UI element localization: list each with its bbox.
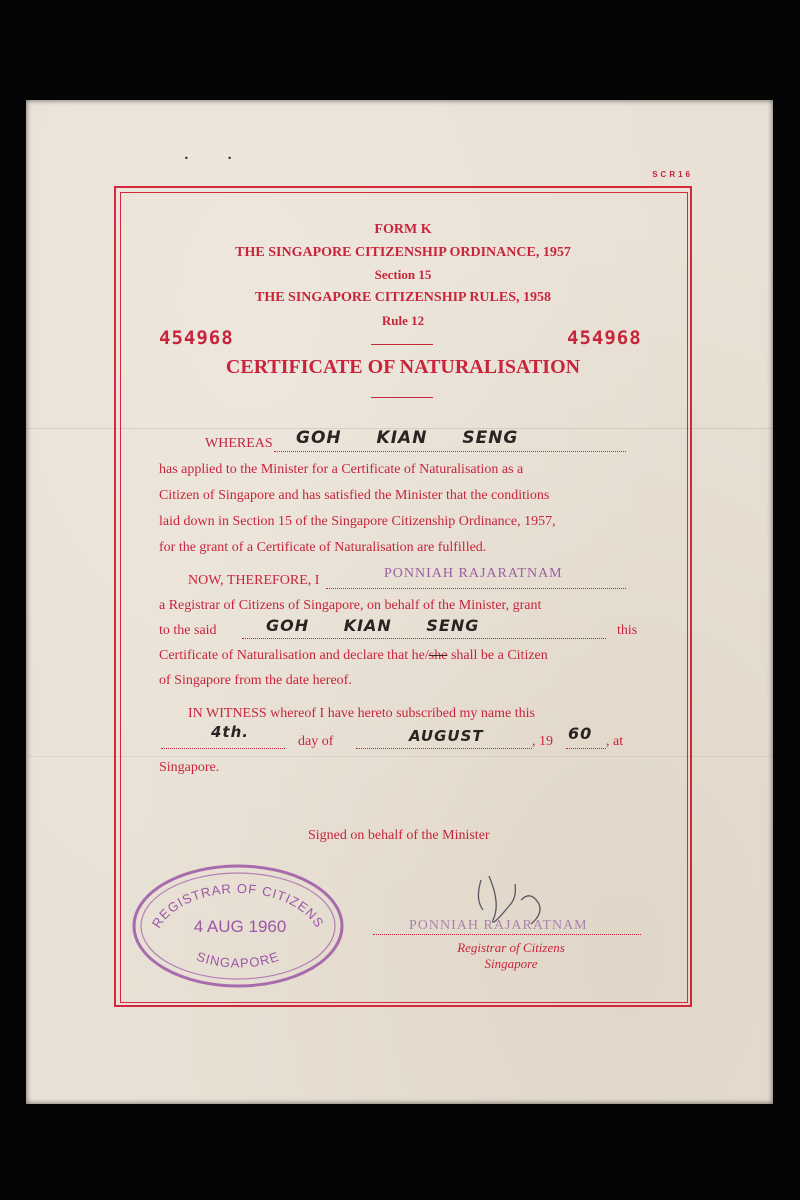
dotted-line [242, 638, 606, 639]
stamp-bottom-text: SINGAPORE [194, 948, 282, 971]
rules-title: THE SINGAPORE CITIZENSHIP RULES, 1958 [254, 290, 552, 305]
rule-label: Rule 12 [381, 313, 425, 328]
certificate-paper [26, 100, 773, 1104]
now-therefore-label: NOW, THEREFORE, I [188, 573, 320, 588]
form-code: SCR16 [652, 170, 693, 179]
certificate-title: CERTIFICATE OF NATURALISATION [225, 356, 581, 378]
body-text-line: has applied to the Minister for a Certificate of Naturalisation as a [159, 462, 524, 477]
year-prefix: , 19 [532, 734, 553, 749]
stamp-top-text: REGISTRAR OF CITIZENS [148, 880, 328, 931]
signature-block [371, 870, 651, 990]
serial-number-left: 454968 [159, 327, 234, 349]
dotted-line [161, 748, 285, 749]
whereas-label: WHEREAS [205, 436, 273, 451]
registrar-title: Registrar of Citizens [457, 940, 565, 955]
body-text-line: of Singapore from the date hereof. [159, 673, 352, 688]
body-text-line: Certificate of Naturalisation and declare that he/she shall be a Citizen [159, 648, 548, 663]
title-divider [371, 397, 433, 398]
place-label: Singapore. [159, 760, 220, 775]
body-text-line: laid down in Section 15 of the Singapore Citizenship Ordinance, 1957, [159, 514, 556, 529]
paper-specks: • • [184, 154, 250, 163]
body-text-line: for the grant of a Certificate of Naturalisation are fulfilled. [159, 540, 487, 555]
stamp-date: 4 AUG 1960 [193, 917, 287, 936]
handwritten-year: 60 [568, 724, 593, 743]
dotted-line [566, 748, 606, 749]
signed-on-behalf-text: Signed on behalf of the Minister [308, 828, 490, 843]
form-label: FORM K [374, 222, 432, 237]
this-label: this [617, 623, 638, 638]
handwritten-day: 4th. [211, 723, 249, 741]
section-label: Section 15 [374, 267, 432, 282]
to-the-said-label: to the said [159, 623, 217, 638]
in-witness-text: IN WITNESS whereof I have hereto subscribed my name this [188, 706, 535, 721]
handwritten-month: AUGUST [409, 727, 484, 745]
registrar-typed-name: PONNIAH RAJARATNAM [384, 566, 563, 581]
at-label: , at [606, 734, 624, 749]
body-text-line: a Registrar of Citizens of Singapore, on behalf of the Minister, grant [159, 598, 542, 613]
handwritten-applicant-name: GOH KIAN SENG [266, 616, 480, 635]
registrar-location: Singapore [484, 956, 538, 971]
dotted-line [274, 451, 626, 452]
dotted-line [356, 748, 532, 749]
handwritten-applicant-name: GOH KIAN SENG [296, 428, 519, 448]
ordinance-title: THE SINGAPORE CITIZENSHIP ORDINANCE, 1957 [235, 245, 571, 260]
registrar-stamp [126, 860, 346, 990]
signature-line [373, 934, 641, 935]
signature-typed-name: PONNIAH RAJARATNAM [409, 918, 588, 933]
day-of-label: day of [298, 734, 334, 749]
struck-pronoun: she [428, 648, 448, 663]
serial-number-right: 454968 [567, 327, 642, 349]
dotted-line [326, 588, 626, 589]
header-divider [371, 344, 433, 345]
body-text-line: Citizen of Singapore and has satisfied the Minister that the conditions [159, 488, 550, 503]
